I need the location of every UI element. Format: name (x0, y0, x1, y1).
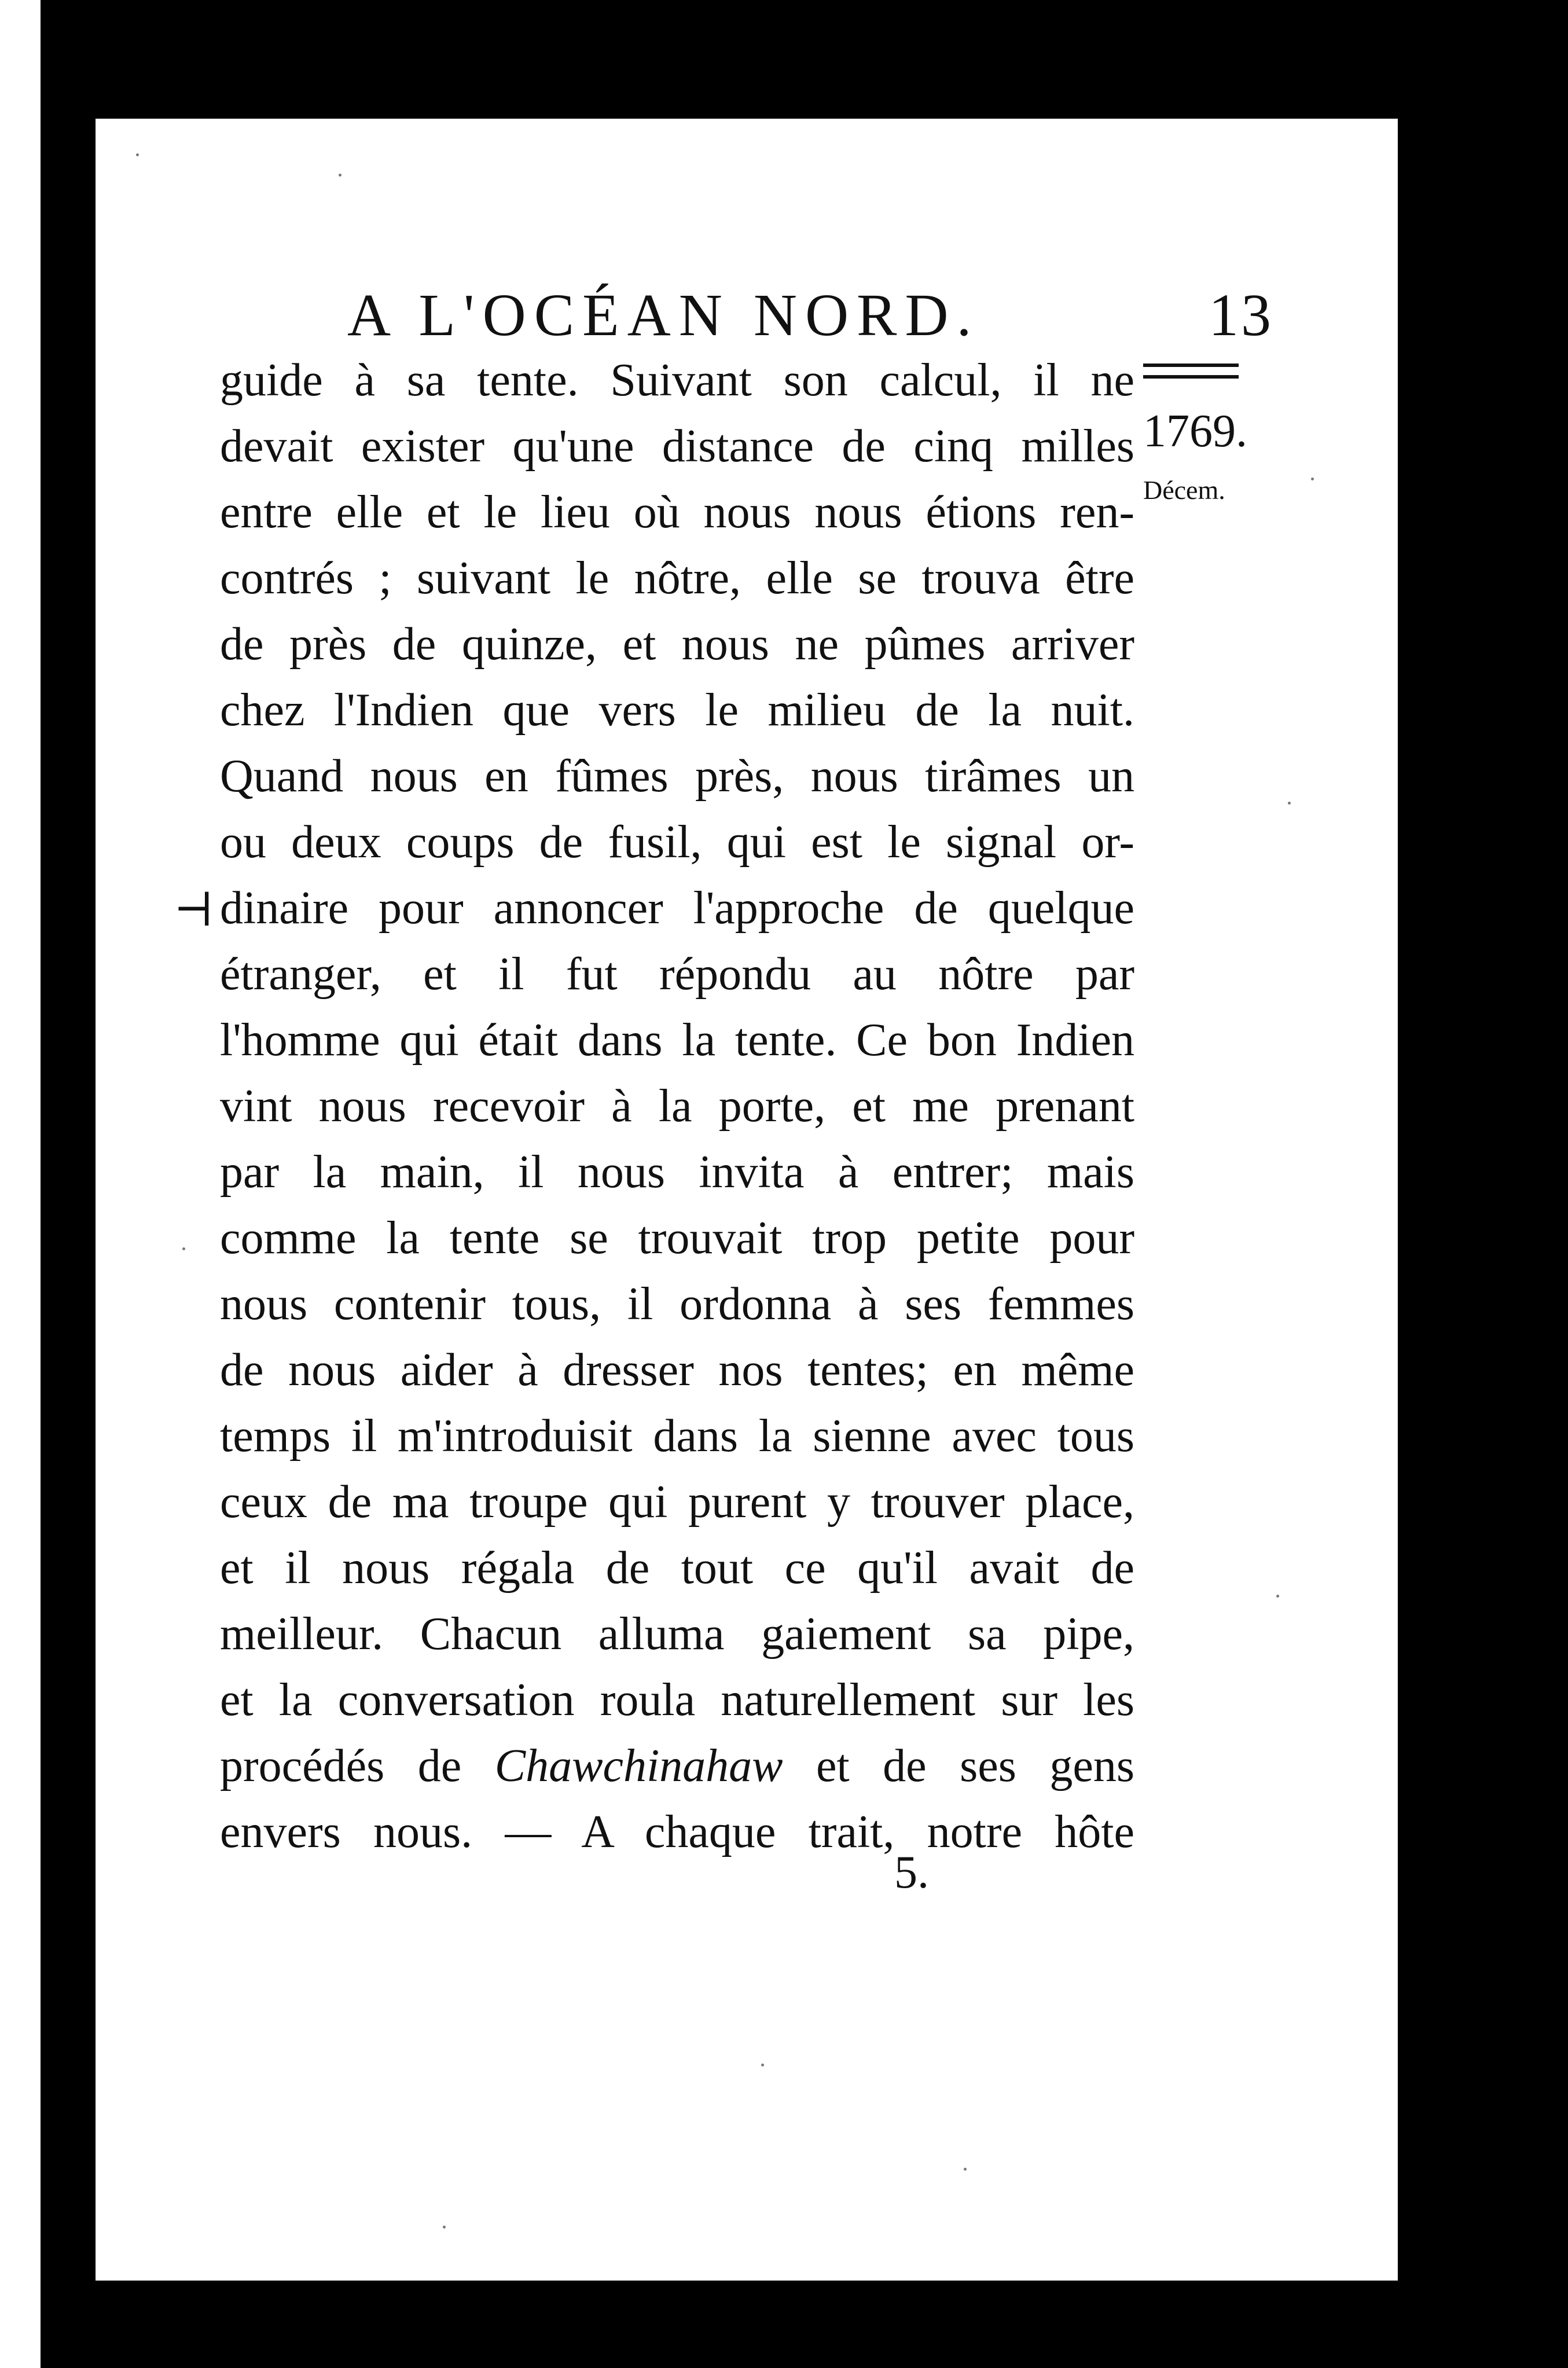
running-head (347, 281, 1273, 356)
text-line: Quand nous en fûmes près, nous tirâmes un (220, 751, 1134, 802)
scan-speck (761, 2064, 764, 2066)
margin-year: 1769. (1143, 406, 1247, 457)
scan-speck (136, 153, 139, 156)
text-line: et il nous régala de tout ce qu'il avait de (220, 1543, 1134, 1594)
text-line: de nous aider à dresser nos tentes; en même (220, 1345, 1134, 1396)
text-line: l'homme qui était dans la tente. Ce bon Indien (220, 1015, 1134, 1066)
text-line: ou deux coups de fusil, qui est le signal or- (220, 817, 1134, 868)
text-line: de près de quinze, et nous ne pûmes arriver (220, 619, 1134, 670)
text-line: meilleur. Chacun alluma gaiement sa pipe, (220, 1609, 1134, 1660)
scan-speck (182, 1247, 185, 1250)
page-number: 13 (1209, 282, 1273, 348)
body-text (220, 347, 1134, 1865)
text-fragment: et de ses gens (783, 1741, 1134, 1791)
signature-mark: 5. (894, 1847, 929, 1898)
text-line: vint nous recevoir à la porte, et me prenant (220, 1081, 1134, 1132)
scan-gutter (41, 0, 96, 2368)
text-line: comme la tente se trouvait trop petite pour (220, 1213, 1134, 1264)
text-line: devait exister qu'une distance de cinq milles (220, 421, 1134, 472)
margin-rule (1143, 364, 1239, 379)
text-line-with-name (220, 1733, 1134, 1799)
scan-speck (443, 2226, 446, 2229)
scan-speck (964, 2168, 967, 2171)
margin-mark: ⊣ (174, 885, 214, 936)
scan-speck (339, 174, 341, 177)
text-line: par la main, il nous invita à entrer; mais (220, 1147, 1134, 1198)
margin-month: Décem. (1143, 475, 1225, 505)
text-line: envers nous. — A chaque trait, notre hôte (220, 1807, 1134, 1857)
scan-left-edge (0, 0, 41, 2368)
text-line: temps il m'introduisit dans la sienne avec tous (220, 1411, 1134, 1462)
italic-proper-name: Chawchinahaw (494, 1741, 783, 1791)
text-line: dinaire pour annoncer l'approche de quelque (220, 883, 1134, 934)
text-line: nous contenir tous, il ordonna à ses femmes (220, 1279, 1134, 1330)
text-line: entre elle et le lieu où nous nous étions ren- (220, 487, 1134, 538)
scan-speck (1276, 1595, 1279, 1598)
scan-speck (1311, 478, 1314, 480)
text-fragment: procédés de (220, 1741, 495, 1791)
text-line: guide à sa tente. Suivant son calcul, il ne (220, 355, 1134, 406)
running-head-title: A L'OCÉAN NORD. (347, 282, 980, 348)
text-line: chez l'Indien que vers le milieu de la nuit. (220, 685, 1134, 736)
text-line: et la conversation roula naturellement sur les (220, 1675, 1134, 1725)
text-line: étranger, et il fut répondu au nôtre par (220, 949, 1134, 1000)
scan-speck (1288, 802, 1291, 805)
text-line: ceux de ma troupe qui purent y trouver place, (220, 1477, 1134, 1528)
text-line: contrés ; suivant le nôtre, elle se trouva être (220, 553, 1134, 604)
